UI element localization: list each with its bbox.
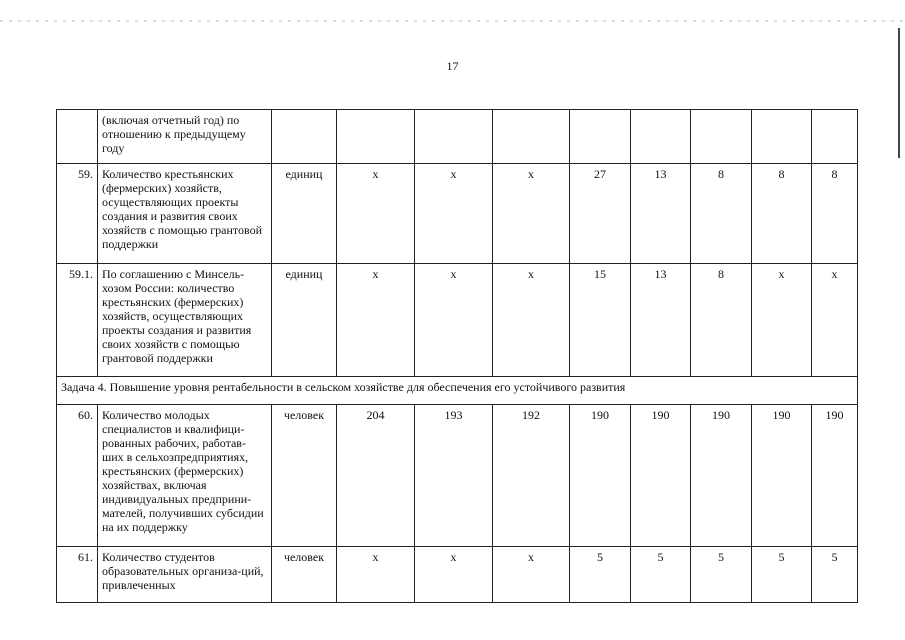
value-cell: х: [415, 164, 493, 264]
value-cell: [493, 110, 570, 164]
unit-cell: человек: [272, 547, 337, 603]
unit-cell: единиц: [272, 264, 337, 377]
value-cell: [415, 110, 493, 164]
row-number: 60.: [57, 405, 98, 547]
value-cell: 190: [691, 405, 752, 547]
value-cell: 5: [691, 547, 752, 603]
value-cell: х: [493, 164, 570, 264]
value-cell: [691, 110, 752, 164]
task-header-row: [57, 377, 858, 405]
value-cell: х: [415, 264, 493, 377]
table-row: [57, 110, 858, 164]
value-cell: [812, 110, 858, 164]
table-row: [57, 264, 858, 377]
task-heading: Задача 4. Повышение уровня рентабельности в сельском хозяйстве для обеспечения его устойчивого развития: [57, 377, 858, 405]
value-cell: 8: [752, 164, 812, 264]
value-cell: х: [337, 264, 415, 377]
value-cell: 5: [752, 547, 812, 603]
value-cell: 8: [691, 164, 752, 264]
table-row: [57, 405, 858, 547]
value-cell: 5: [812, 547, 858, 603]
value-cell: 193: [415, 405, 493, 547]
value-cell: 5: [631, 547, 691, 603]
page-number: 17: [446, 59, 459, 73]
value-cell: [752, 110, 812, 164]
scan-edge-top: [0, 20, 905, 22]
value-cell: 190: [570, 405, 631, 547]
value-cell: х: [493, 547, 570, 603]
indicator-name: По соглашению с Минсель-хозом России: количество крестьянских (фермерских) хозяйств, осуществляющих проекты создания и развития своих хозяйств с помощью грантовой поддержки: [98, 264, 272, 377]
unit-cell: [272, 110, 337, 164]
row-number: 59.: [57, 164, 98, 264]
value-cell: х: [415, 547, 493, 603]
value-cell: [631, 110, 691, 164]
value-cell: 8: [691, 264, 752, 377]
value-cell: [570, 110, 631, 164]
value-cell: х: [493, 264, 570, 377]
value-cell: 13: [631, 164, 691, 264]
unit-cell: человек: [272, 405, 337, 547]
indicator-table: [56, 109, 858, 603]
value-cell: 190: [812, 405, 858, 547]
value-cell: [337, 110, 415, 164]
value-cell: х: [337, 164, 415, 264]
value-cell: 15: [570, 264, 631, 377]
value-cell: 8: [812, 164, 858, 264]
row-number: 61.: [57, 547, 98, 603]
value-cell: 13: [631, 264, 691, 377]
value-cell: 192: [493, 405, 570, 547]
value-cell: х: [337, 547, 415, 603]
row-number: 59.1.: [57, 264, 98, 377]
value-cell: 5: [570, 547, 631, 603]
table-row: [57, 164, 858, 264]
indicator-name: Количество молодых специалистов и квалифици-рованных рабочих, работав-ших в сельхозпредприятиях, крестьянских (фермерских) хозяйствах, включая индивидуальных предприни-мателей, получивших субсидии на их поддержку: [98, 405, 272, 547]
value-cell: 204: [337, 405, 415, 547]
indicator-name: Количество крестьянских (фермерских) хозяйств, осуществляющих проекты создания и развития своих хозяйств с помощью грантовой поддержки: [98, 164, 272, 264]
value-cell: х: [752, 264, 812, 377]
value-cell: 190: [631, 405, 691, 547]
scan-edge-right: [898, 28, 900, 158]
indicator-name: (включая отчетный год) по отношению к предыдущему году: [98, 110, 272, 164]
table-row: [57, 547, 858, 603]
value-cell: 27: [570, 164, 631, 264]
value-cell: 190: [752, 405, 812, 547]
row-number: [57, 110, 98, 164]
value-cell: х: [812, 264, 858, 377]
unit-cell: единиц: [272, 164, 337, 264]
indicator-name: Количество студентов образовательных организа-ций, привлеченных: [98, 547, 272, 603]
